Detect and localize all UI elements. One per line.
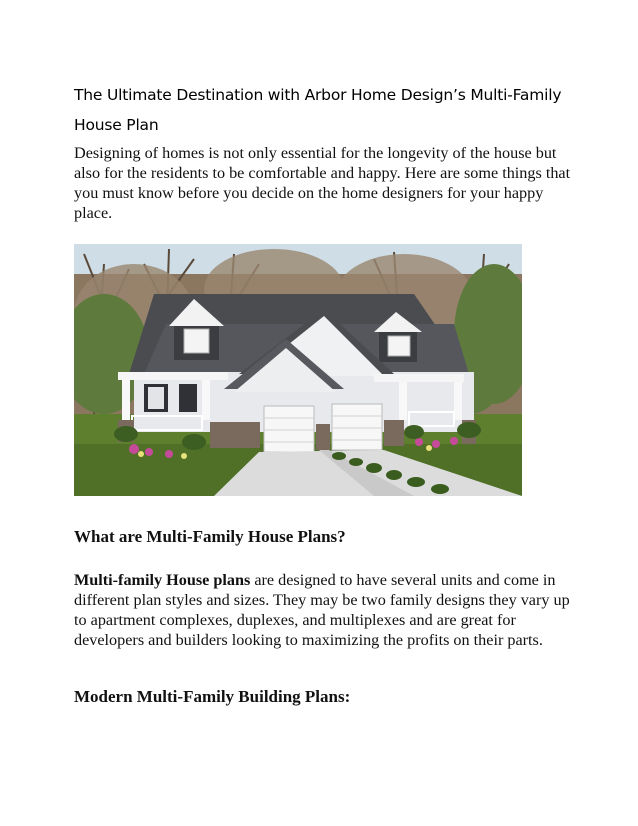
house-rendering-image	[74, 244, 522, 496]
paragraph-body-text: are designed to have several units and come in different plan styles and sizes. They may be two family designs they vary up to apartment complexes, duplexes, and multiplexes and are great for developers and builders looking to maximizing the profits on their parts.	[74, 571, 570, 649]
multi-family-paragraph	[74, 570, 574, 650]
section-heading-multi-family: What are Multi-Family House Plans?	[74, 527, 346, 546]
page-title: The Ultimate Destination with Arbor Home Design’s Multi-Family House Plan	[74, 86, 562, 134]
section-heading-modern: Modern Multi-Family Building Plans:	[74, 687, 351, 706]
bold-lead-text: Multi-family House plans	[74, 571, 251, 589]
intro-paragraph: Designing of homes is not only essential for the longevity of the house but also for the residents to be comfortable and happy. Here are some things that you must know before you decide on the home designers for your happy place.	[74, 144, 571, 222]
